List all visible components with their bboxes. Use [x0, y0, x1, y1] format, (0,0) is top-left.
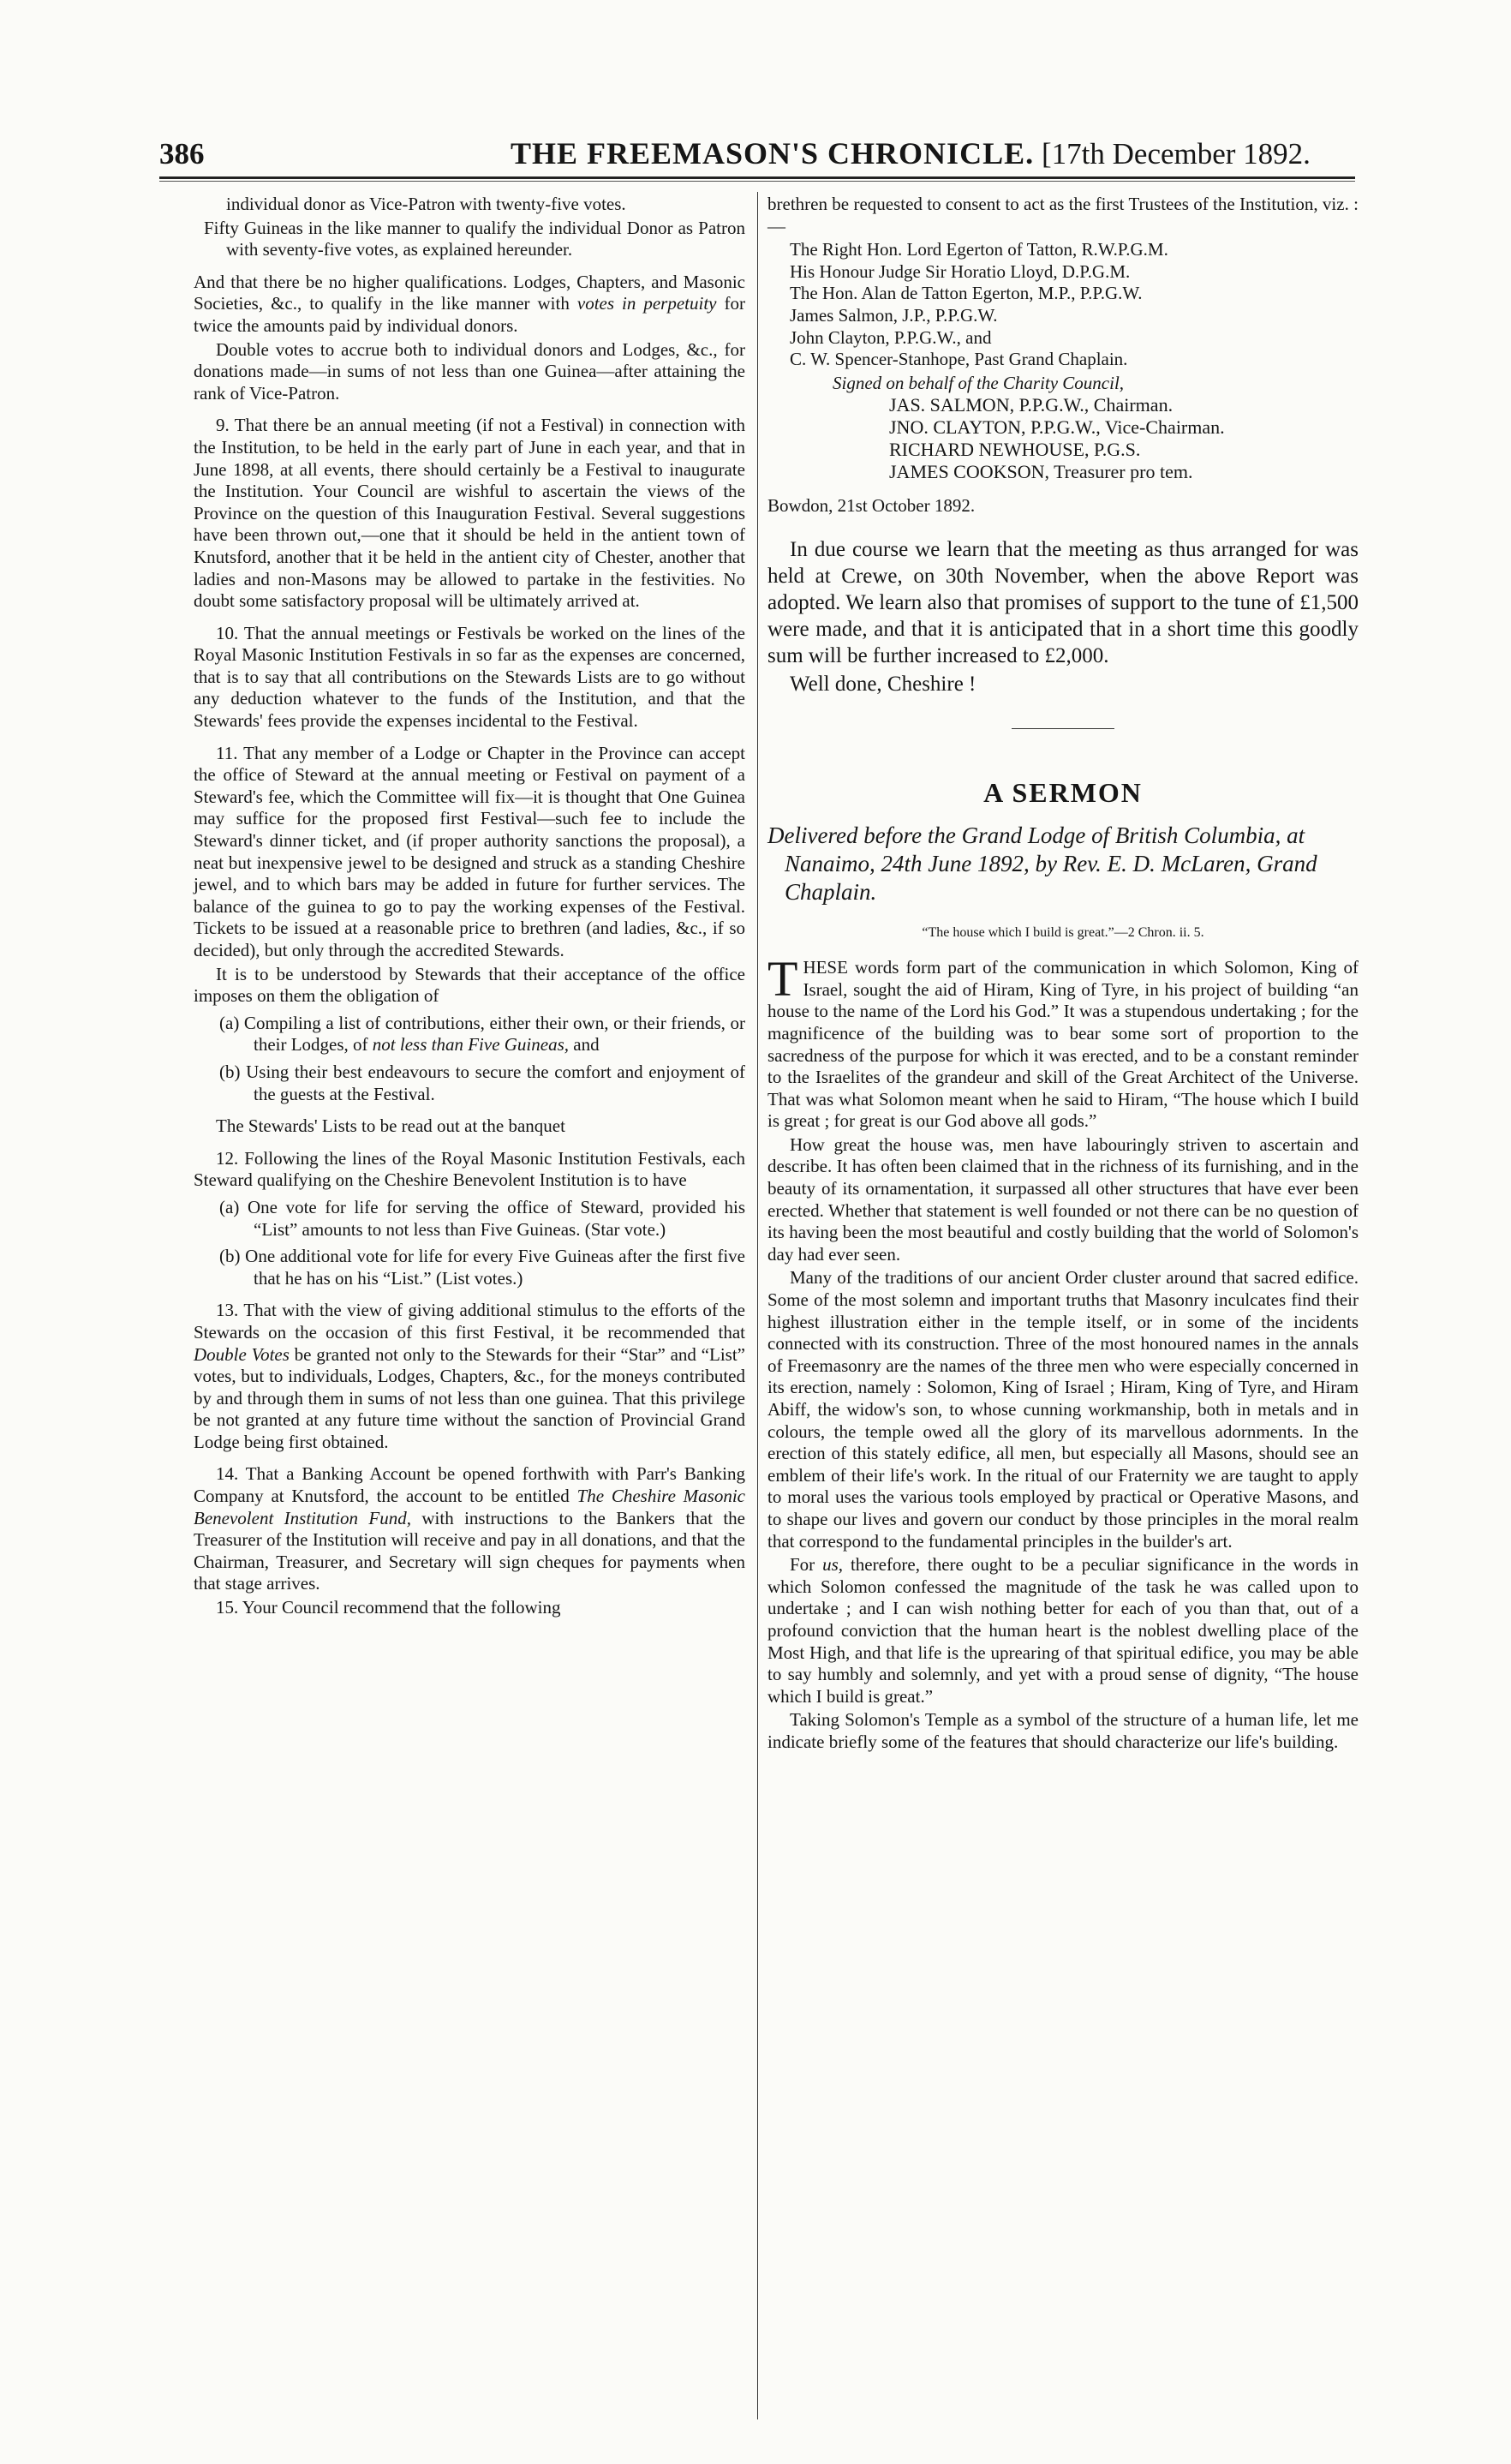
- paragraph: Double votes to accrue both to individual donors and Lodges, &c., for donations made—in sums of not less than one Guinea—after attaining the rank of Vice-Patron.: [194, 338, 745, 404]
- trustee-line: The Hon. Alan de Tatton Egerton, M.P., P.P.G.W.: [790, 283, 1143, 304]
- paragraph: individual donor as Vice-Patron with twenty-five votes.: [226, 194, 626, 214]
- signatories: [767, 394, 1359, 483]
- issue-date: [17th December 1892.: [1042, 137, 1311, 170]
- section-divider: [1012, 728, 1114, 729]
- paragraph: For us, therefore, there ought to be a peculiar significance in the words in which Solomon confessed the magnitude of the task he was called upon to undertake ; and I can wish nothing better for each of you than that, out of a profound conviction that the human heart is the noblest dwelling place of the Most High, and that life is the uprearing of that spiritual edifice, you may be able to say humbly and solemnly, and yet with a proud sense of dignity, “The house which I build is great.”: [767, 1554, 1359, 1707]
- paragraph: 13. That with the view of giving additional stimulus to the efforts of the Stewards on the occasion of this first Festival, it be recommended that Double Votes be granted not only to the Stewards for their “Star” and “List” votes, but to individuals, Lodges, Chapters, &c., for the moneys contributed by and through them in sums of not less than one guinea. That this privilege be not granted at any future time without the sanction of Provincial Grand Lodge being first obtained.: [194, 1300, 745, 1452]
- signatory: JAMES COOKSON, Treasurer pro tem.: [889, 461, 1193, 483]
- signed-line: Signed on behalf of the Charity Council,: [833, 372, 1125, 393]
- right-column: [767, 194, 1359, 1755]
- header-rule-thin: [159, 181, 1355, 182]
- scripture-reference: “The house which I build is great.”—2 Chron. ii. 5.: [922, 924, 1204, 940]
- trustee-line: His Honour Judge Sir Horatio Lloyd, D.P.G.M.: [790, 260, 1131, 282]
- emphasis: votes in perpetuity: [576, 293, 717, 314]
- paragraph: Many of the traditions of our ancient Order cluster around that sacred edifice. Some of the most solemn and important truths that Masonry inculcates find their highest illustration either in the temple itself, or in some of the incidents connected with its construction. Three of the most honoured names in the annals of Freemasonry are the names of the three men who were especially concerned in its erection, namely : Solomon, King of Israel ; Hiram, King of Tyre, and Hiram Abiff, the widow's son, to whose cunning workmanship, both in metals and in colours, the temple owed all the glory of its marvellous adornments. In the erection of this stately edifice, all men, but especially all Masons, should see an emblem of their life's work. In the ritual of our Fraternity we are taught to apply to moral uses the various tools employed by practical or Operative Masons, and to shape our lives and govern our conduct by those principles in the moral realm that correspond to the fundamental principles in the builder's art.: [767, 1267, 1359, 1552]
- trustee-line: The Right Hon. Lord Egerton of Tatton, R.W.P.G.M.: [790, 239, 1168, 260]
- list-item: (a) One vote for life for serving the office of Steward, provided his “List” amounts to not less than Five Guineas. (Star vote.): [219, 1196, 745, 1240]
- paragraph: In due course we learn that the meeting as thus arranged for was held at Crewe, on 30th November, when the above Report was adopted. We learn also that promises of support to the tune of £1,500 were made, and that it is anticipated that in a short time this goodly sum will be further increased to £2,000.: [767, 537, 1359, 667]
- page-number: 386: [159, 137, 205, 170]
- paragraph: 9. That there be an annual meeting (if not a Festival) in connection with the Institution, to be held in the early part of June in each year, and that in June 1898, at all events, there should certainly be a Festival to inaugurate the Institution. Your Council are wishful to ascertain the views of the Province on the question of this Inauguration Festival. Several suggestions have been thrown out,—one that it should be held in the antient town of Knutsford, another that it be held in the antient city of Chester, another that ladies and non-Masons may be allowed to partake in the festivities. No doubt some satisfactory proposal will be ultimately arrived at.: [194, 415, 745, 612]
- signatory: JNO. CLAYTON, P.P.G.W., Vice-Chairman.: [889, 416, 1225, 439]
- paragraph: Fifty Guineas in the like manner to qualify the individual Donor as Patron with seventy-five votes, as explained hereunder.: [204, 217, 745, 260]
- paragraph: 14. That a Banking Account be opened forthwith with Parr's Banking Company at Knutsford, the account to be entitled The Cheshire Masonic Benevolent Institution Fund, with instructions to the Bankers that the Treasurer of the Institution will receive and pay in all donations, and that the Chairman, Treasurer, and Secretary will sign cheques for payments when that stage arrives.: [194, 1463, 745, 1594]
- page-header: [159, 134, 1355, 176]
- sermon-title: A SERMON: [983, 776, 1143, 808]
- header-rule: [159, 176, 1355, 179]
- trustee-line: C. W. Spencer-Stanhope, Past Grand Chaplain.: [790, 349, 1128, 370]
- column-divider: [757, 192, 758, 2419]
- paragraph: Taking Solomon's Temple as a symbol of the structure of a human life, let me indicate briefly some of the features that should characterize our life's building.: [767, 1709, 1359, 1752]
- left-column: [194, 194, 745, 1621]
- paragraph: 15. Your Council recommend that the following: [216, 1597, 561, 1618]
- list-item: (b) One additional vote for life for every Five Guineas after the first five that he has on his “List.” (List votes.): [219, 1246, 745, 1289]
- paragraph: 11. That any member of a Lodge or Chapter in the Province can accept the office of Steward at the annual meeting or Festival on payment of a Steward's fee, which the Committee will fix—it is thought that One Guinea may suffice for the proposed first Festival—such fee to include the Steward's dinner ticket, and (if proper authority sanctions the proposal), a neat but inexpensive jewel to be designed and struck as a standing Cheshire jewel, and to which bars may be added in future for further services. The balance of the guinea to go to pay the working expenses of the Festival. Tickets to be issued at a reasonable price to brethren (and ladies, &c., if so decided), but only through the accredited Stewards.: [194, 742, 745, 960]
- paragraph: 10. That the annual meetings or Festivals be worked on the lines of the Royal Masonic Institution Festivals in so far as the expenses are concerned, that is to say that all contributions on the Stewards Lists are to go without any deduction whatever to the funds of the Institution, and that the Stewards' fees provide the expenses incidental to the Festival.: [194, 622, 745, 732]
- dateline: Bowdon, 21st October 1892.: [767, 495, 976, 517]
- emphasis: The Cheshire Masonic Benevolent Institution Fund,: [194, 1486, 745, 1528]
- emphasis: Double Votes: [194, 1343, 290, 1365]
- paragraph: 12. Following the lines of the Royal Masonic Institution Festivals, each Steward qualifying on the Cheshire Benevolent Institution is to have: [194, 1147, 745, 1191]
- paragraph: The Stewards' Lists to be read out at the banquet: [216, 1115, 565, 1137]
- trustee-line: John Clayton, P.P.G.W., and: [790, 326, 992, 348]
- signatory: RICHARD NEWHOUSE, P.G.S.: [889, 439, 1141, 461]
- trustee-list: [767, 239, 1359, 371]
- paragraph: And that there be no higher qualifications. Lodges, Chapters, and Masonic Societies, &c., to qualify in the like manner with votes in perpetuity for twice the amounts paid by individual donors.: [194, 271, 746, 336]
- paragraph: THESE words form part of the communication in which Solomon, King of Israel, sought the aid of Hiram, King of Tyre, in his project of building “an house to the name of the Lord his God.” It was a stupendous undertaking ; for the magnificence of the building was to bear some sort of proportion to the sacredness of the purpose for which it was erected, and to be a constant reminder to the Israelites of the grandeur and skill of the Great Architect of the Universe. That was what Solomon meant when he said to Hiram, “The house which I build is great ; for great is our God above all gods.”: [767, 951, 1359, 1132]
- paragraph: Well done, Cheshire !: [790, 672, 976, 696]
- list-item: (b) Using their best endeavours to secure the comfort and enjoyment of the guests at the Festival.: [219, 1061, 745, 1104]
- paragraph: brethren be requested to consent to act as the first Trustees of the Institution, viz. :—: [767, 194, 1359, 236]
- paragraph: It is to be understood by Stewards that their acceptance of the office imposes on them the obligation of: [194, 963, 745, 1007]
- masthead-title: THE FREEMASON'S CHRONICLE.: [511, 136, 1035, 170]
- emphasis: not less than Five Guineas,: [372, 1034, 570, 1056]
- list-item: (a) Compiling a list of contributions, either their own, or their friends, or their Lodges, of not less than Five Guineas, and: [219, 1012, 745, 1056]
- drop-cap: T: [767, 951, 798, 1008]
- trustee-line: James Salmon, J.P., P.P.G.W.: [790, 304, 998, 326]
- sermon-subtitle: Delivered before the Grand Lodge of British Columbia, at Nanaimo, 24th June 1892, by Rev. E. D. McLaren, Grand Chaplain.: [767, 822, 1317, 905]
- emphasis: us,: [822, 1554, 844, 1576]
- paragraph: How great the house was, men have labouringly striven to ascertain and describe. It has often been claimed that in the richness of its furnishing, and in the beauty of its ornamentation, it surpassed all other structures that have ever been erected. Whether that statement is well founded or not there can be no question of its having been the most beautiful and costly building that the world of Solomon's day had ever seen.: [767, 1133, 1359, 1265]
- signatory: JAS. SALMON, P.P.G.W., Chairman.: [889, 394, 1174, 416]
